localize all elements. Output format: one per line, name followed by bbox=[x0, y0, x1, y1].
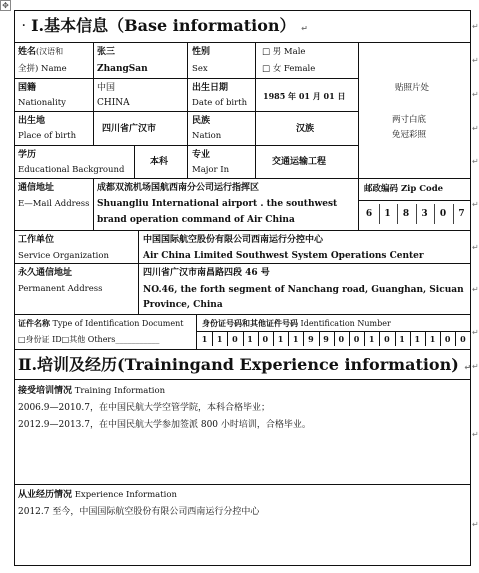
edu-label: 学历 bbox=[18, 150, 37, 160]
nation-label: 民族 bbox=[192, 116, 211, 126]
id-cell-divider bbox=[440, 331, 441, 346]
end-of-row-mark: ↵ bbox=[472, 90, 479, 99]
id-digit[interactable]: 1 bbox=[247, 334, 253, 344]
perm-address-label-en: Permanent Address bbox=[18, 284, 103, 294]
id-cell-divider bbox=[425, 331, 426, 346]
name-label-en: 全拼) Name bbox=[18, 64, 67, 74]
zip-cell-divider bbox=[379, 204, 380, 224]
address-value-en1[interactable]: Shuangliu International airport . the southwest bbox=[97, 199, 338, 209]
id-digit[interactable]: 0 bbox=[338, 334, 345, 344]
id-digit[interactable]: 1 bbox=[201, 334, 208, 344]
id-cell-divider bbox=[258, 331, 259, 346]
section-2-title: Ⅱ.培训及经历(Trainingand Experience information) ↵ bbox=[18, 355, 472, 374]
nationality-value-cn[interactable]: 中国 bbox=[97, 83, 116, 93]
address-label-en: E—Mail Address bbox=[18, 199, 90, 209]
end-of-row-mark: ↵ bbox=[472, 124, 479, 133]
table-border-left bbox=[14, 10, 15, 565]
name-value-en[interactable]: ZhangSan bbox=[97, 64, 148, 74]
end-of-row-mark: ↵ bbox=[472, 200, 479, 209]
zip-digit[interactable]: 1 bbox=[384, 209, 391, 219]
section-1-title: · Ⅰ.基本信息（Base information） ↵ bbox=[22, 16, 308, 35]
org-label: 工作单位 bbox=[18, 235, 55, 245]
name-label: 姓名(汉语和 bbox=[18, 47, 64, 57]
id-digit[interactable]: 0 bbox=[232, 334, 238, 344]
id-digit[interactable]: 0 bbox=[460, 334, 466, 344]
table-border-bottom bbox=[14, 565, 471, 566]
pob-label-en: Place of birth bbox=[18, 131, 77, 141]
zip-cell-divider bbox=[453, 204, 454, 224]
training-label: 接受培训情况 Training Information bbox=[18, 386, 166, 396]
photo-placeholder-line2: 两寸白底 bbox=[392, 115, 427, 125]
sex-option-male[interactable]: □ 男 Male bbox=[262, 47, 306, 57]
id-digit[interactable]: 1 bbox=[277, 334, 284, 344]
sex-label-en: Sex bbox=[192, 64, 208, 74]
end-of-row-mark: ↵ bbox=[472, 285, 479, 294]
zip-digit[interactable]: 7 bbox=[458, 209, 465, 219]
photo-placeholder-line1: 贴照片处 bbox=[395, 83, 430, 93]
id-digit[interactable]: 0 bbox=[262, 334, 269, 344]
id-cell-divider bbox=[243, 331, 244, 346]
id-digit[interactable]: 1 bbox=[414, 334, 421, 344]
zip-label: 邮政编码 Zip Code bbox=[364, 184, 444, 194]
paragraph-mark-icon: ↵ bbox=[301, 24, 308, 33]
name-value-cn[interactable]: 张三 bbox=[97, 47, 116, 57]
training-line-1[interactable]: 2006.9—2010.7，在中国民航大学空管学院，本科合格毕业； bbox=[18, 403, 270, 413]
major-label-en: Major In bbox=[192, 165, 230, 175]
zip-digit[interactable]: 8 bbox=[402, 209, 410, 219]
id-cell-divider bbox=[455, 331, 456, 346]
end-of-row-mark: ↵ bbox=[472, 520, 479, 529]
id-cell-divider bbox=[319, 331, 320, 346]
zip-digit[interactable]: 0 bbox=[439, 209, 447, 219]
end-of-row-mark: ↵ bbox=[472, 362, 479, 371]
edu-label-en: Educational Background bbox=[18, 165, 125, 175]
perm-address-value-cn[interactable]: 四川省广汉市南昌路四段 46 号 bbox=[143, 268, 270, 278]
org-label-en: Service Organization bbox=[18, 251, 109, 261]
id-cell-divider bbox=[334, 331, 335, 346]
nationality-label: 国籍 bbox=[18, 83, 37, 93]
table-anchor-icon[interactable]: ✥ bbox=[0, 0, 11, 11]
zip-cell-divider bbox=[434, 204, 435, 224]
id-cell-divider bbox=[303, 331, 304, 346]
id-cell-divider bbox=[349, 331, 350, 346]
zip-digit[interactable]: 3 bbox=[421, 209, 428, 219]
pob-label: 出生地 bbox=[18, 116, 46, 126]
end-of-row-mark: ↵ bbox=[472, 56, 479, 65]
id-cell-divider bbox=[273, 331, 274, 346]
end-of-row-mark: ↵ bbox=[472, 243, 479, 252]
dob-label-en: Date of birth bbox=[192, 98, 248, 108]
nationality-label-en: Nationality bbox=[18, 98, 66, 108]
table-border-top bbox=[14, 10, 471, 11]
id-digit[interactable]: 1 bbox=[292, 334, 299, 344]
table-border-right bbox=[470, 10, 471, 565]
id-cell-divider bbox=[364, 331, 365, 346]
id-digit[interactable]: 9 bbox=[323, 334, 329, 344]
end-of-row-mark: ↵ bbox=[472, 22, 479, 31]
nation-label-en: Nation bbox=[192, 131, 222, 141]
id-type-options[interactable]: □身份证 ID□其他 Others___________ bbox=[18, 335, 160, 344]
id-digit[interactable]: 1 bbox=[216, 334, 223, 344]
org-value-en[interactable]: Air China Limited Southwest System Operations Center bbox=[143, 251, 424, 261]
id-digit[interactable]: 1 bbox=[368, 334, 375, 344]
id-cell-divider bbox=[410, 331, 411, 346]
id-digit[interactable]: 9 bbox=[308, 334, 314, 344]
sex-option-female[interactable]: □ 女 Female bbox=[262, 64, 316, 74]
zip-cell-divider bbox=[397, 204, 398, 224]
edu-value[interactable]: 本科 bbox=[150, 157, 169, 167]
id-digit[interactable]: 1 bbox=[429, 334, 436, 344]
pob-value[interactable]: 四川省广汉市 bbox=[102, 124, 157, 134]
id-cell-divider bbox=[227, 331, 228, 346]
address-label: 通信地址 bbox=[18, 183, 55, 193]
id-digit[interactable]: 0 bbox=[444, 334, 451, 344]
photo-placeholder-line3: 免冠彩照 bbox=[392, 130, 427, 140]
org-value-cn[interactable]: 中国国际航空股份有限公司西南运行分控中心 bbox=[143, 235, 324, 245]
id-digit[interactable]: 1 bbox=[399, 334, 405, 344]
major-label: 专业 bbox=[192, 150, 211, 160]
experience-line-1[interactable]: 2012.7 至今，中国国际航空股份有限公司西南运行分控中心 bbox=[18, 507, 260, 517]
perm-address-label: 永久通信地址 bbox=[18, 268, 73, 278]
nationality-value-en[interactable]: CHINA bbox=[97, 98, 130, 108]
dob-value[interactable]: 1985 年 01 月 01 日 bbox=[263, 91, 346, 101]
id-cell-divider bbox=[395, 331, 396, 346]
id-digit[interactable]: 0 bbox=[353, 334, 360, 344]
end-of-row-mark: ↵ bbox=[472, 157, 479, 166]
nation-value[interactable]: 汉族 bbox=[296, 124, 315, 134]
sex-label: 性别 bbox=[192, 47, 211, 57]
address-value-en2[interactable]: brand operation command of Air China bbox=[97, 215, 295, 225]
perm-address-value-en1[interactable]: NO.46, the forth segment of Nanchang road, Guanghan, Sicuan bbox=[143, 285, 464, 295]
major-value[interactable]: 交通运输工程 bbox=[272, 157, 327, 167]
id-type-label: 证件名称 Type of Identification Document bbox=[18, 318, 184, 328]
paragraph-mark-icon: ↵ bbox=[464, 363, 472, 372]
bullet-dot: · bbox=[22, 20, 26, 32]
end-of-row-mark: ↵ bbox=[472, 328, 479, 337]
dob-label: 出生日期 bbox=[192, 83, 229, 93]
id-cell-divider bbox=[212, 331, 213, 346]
perm-address-value-en2[interactable]: Province, China bbox=[143, 300, 223, 310]
id-cell-divider bbox=[379, 331, 380, 346]
id-number-label: 身份证号码和其他证件号码 Identification Number bbox=[202, 318, 391, 328]
zip-cell-divider bbox=[416, 204, 417, 224]
zip-digit[interactable]: 6 bbox=[365, 209, 373, 219]
id-digit[interactable]: 0 bbox=[384, 334, 390, 344]
end-of-row-mark: ↵ bbox=[472, 430, 479, 439]
address-value-cn[interactable]: 成都双流机场国航西南分公司运行指挥区 bbox=[97, 183, 260, 193]
training-line-2[interactable]: 2012.9—2013.7，在中国民航大学参加签派 800 小时培训，合格毕业。 bbox=[18, 420, 311, 430]
experience-label: 从业经历情况 Experience Information bbox=[18, 490, 177, 500]
id-cell-divider bbox=[288, 331, 289, 346]
